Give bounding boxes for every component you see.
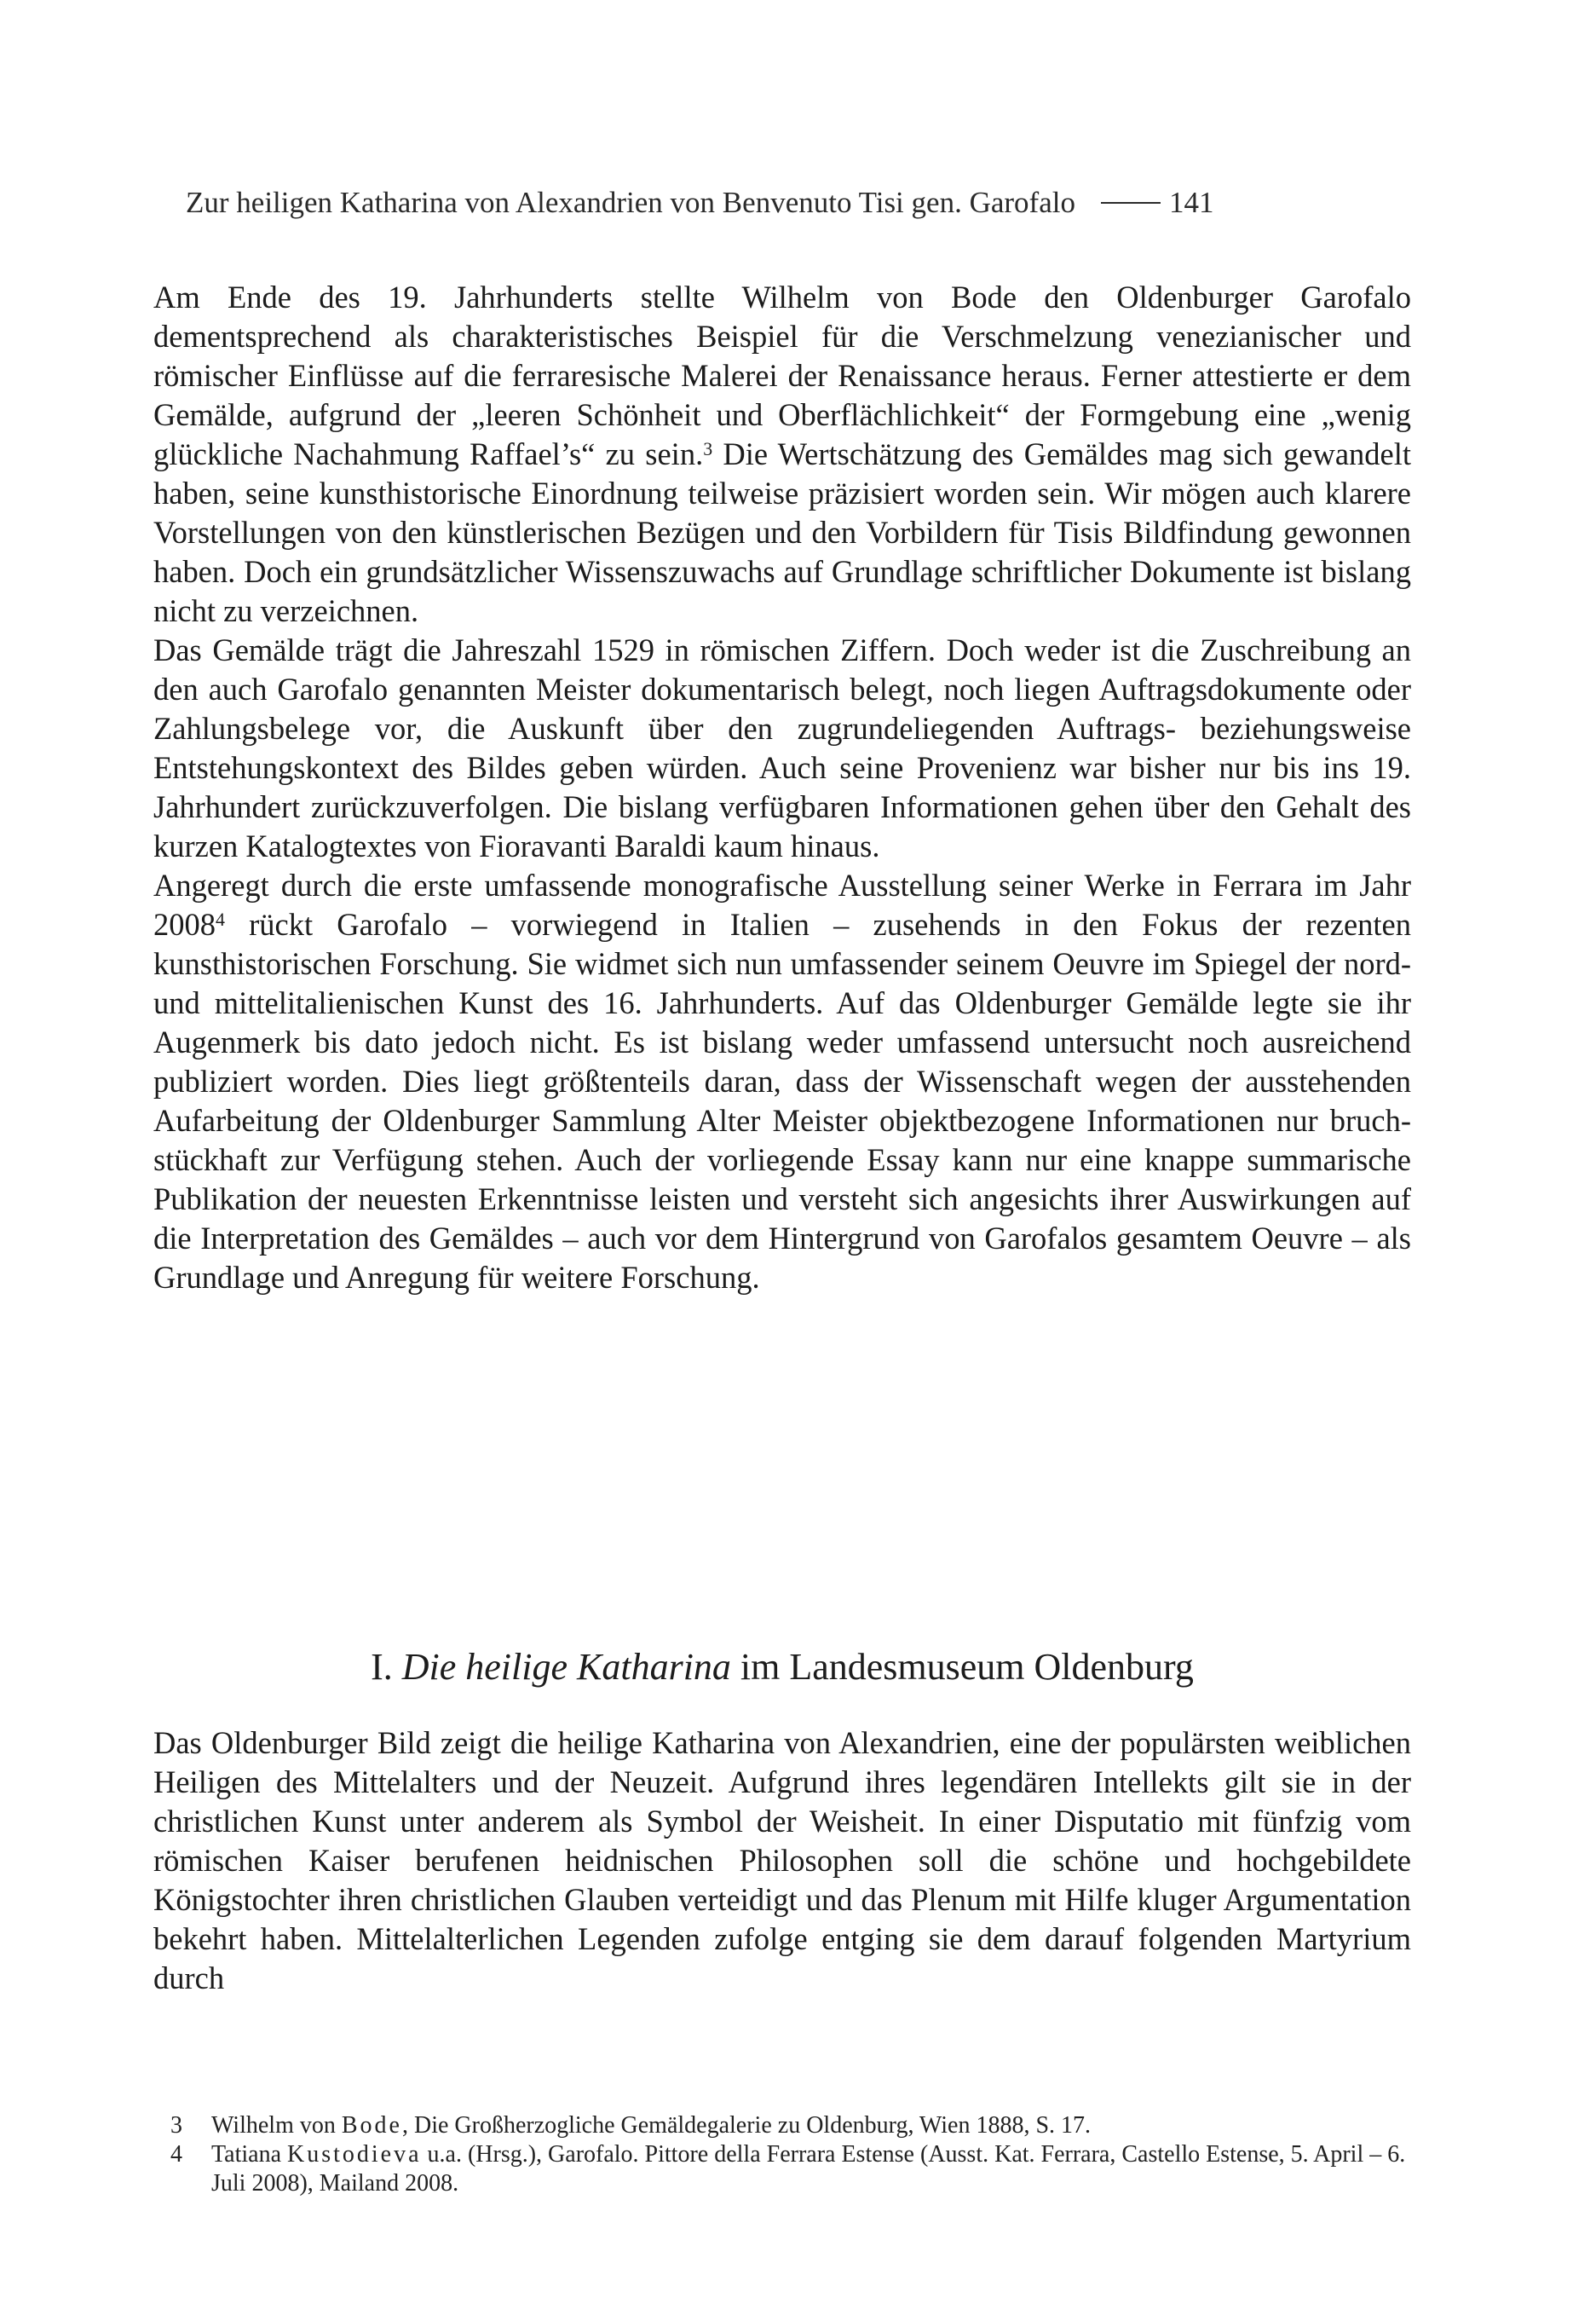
body-text-intro [153,278,1411,1297]
paragraph-text: Angeregt durch die erste umfassende monografische Ausstellung seiner Werke in Ferrara im Jahr 2008 [153,868,1411,942]
footnote-text: Wilhelm von Bode, Die Großherzogliche Gemäldegalerie zu Oldenburg, Wien 1888, S. 17. [211,2112,1092,2139]
paragraph-text: Die Wertschätzung des Gemäldes mag sich gewandelt haben, seine kunsthistorische Einordnung teilweise präzisiert worden sein. Wir mögen auch klarere Vorstellungen von den künstlerischen Bezügen und den Vorbildern für Tisis Bildfindung gewonnen haben. Doch ein grundsätzlicher Wissenszuwachs auf Grundlage schriftlicher Dokumente ist bislang nicht zu verzeichnen. [153,436,1411,628]
section-number: I. [371,1646,393,1688]
footnote-ref: 4 [216,909,225,931]
footnotes [170,2111,1411,2198]
footnote [170,2111,1411,2140]
page-number: 141 [1168,186,1214,219]
author-name: Bode [341,2112,402,2139]
footnote-ref: 3 [703,438,713,460]
section-title-italic: Die heilige Katharina [401,1646,731,1688]
footnote-text: Tatiana Kustodieva u.a. (Hrsg.), Garofalo. Pittore della Ferrara Estense (Ausst. Kat. Ferrara, Castello Estense, 5. April – 6. Juli 2008), Mailand 2008. [211,2141,1406,2197]
running-head-rule [1101,202,1161,204]
running-head [186,186,1409,234]
running-head-title: Zur heiligen Katharina von Alexandrien von Benvenuto Tisi gen. Garofalo [186,186,1075,219]
section-heading [153,1642,1411,1693]
section-title-rest: im Landesmuseum Oldenburg [740,1646,1194,1688]
author-name: Kustodieva [287,2141,422,2168]
paragraph-text: rückt Garofalo – vorwiegend in Italien – zusehends in den Fokus der rezenten kunsthistorischen Forschung. Sie widmet sich nun umfassender seinem Oeuvre im Spiegel der nord- und mittelitalienischen Kunst des 16. Jahrhunderts. Auf das Oldenburger Gemälde legte sie ihr Augenmerk bis dato jedoch nicht. Es ist bislang weder umfassend untersucht noch ausreichend publiziert worden. Dies liegt größtenteils daran, dass der Wissenschaft wegen der ausstehenden Aufarbeitung der Oldenburger Sammlung Alter Meister objektbezogene Informationen nur bruchstückhaft zur Verfügung stehen. Auch der vorliegende Essay kann nur eine knappe summarische Publikation der neuesten Erkenntnisse leisten und versteht sich angesichts ihrer Auswirkungen auf die Interpretation des Gemäldes – auch vor dem Hintergrund von Garofalos gesamtem Oeuvre – als Grundlage und Anregung für weitere Forschung. [153,907,1411,1295]
body-text-section [153,1723,1411,1998]
paragraph: Das Oldenburger Bild zeigt die heilige Katharina von Alexandrien, eine der populärsten weiblichen Heiligen des Mittelalters und der Neuzeit. Aufgrund ihres legendären Intellekts gilt sie in der christlichen Kunst unter anderem als Symbol der Weisheit. In einer Disputatio mit fünfzig vom römischen Kaiser berufenen heidnischen Philosophen soll die schöne und hochgebildete Königstochter ihren christlichen Glauben verteidigt und das Plenum mit Hilfe kluger Argumentation bekehrt haben. Mittelalterlichen Legenden zufolge entging sie dem darauf folgenden Martyrium durch [153,1725,1411,1995]
paragraph-text: Am Ende des 19. Jahrhunderts stellte Wilhelm von Bode den Oldenburger Garofalo dementsprechend als charakteristisches Beispiel für die Verschmelzung venezianischer und römischer Einflüsse auf die ferraresische Malerei der Renaissance heraus. Ferner attestierte er dem Gemälde, aufgrund der „leeren Schönheit und Oberflächlichkeit“ der Formgebung eine „wenig glückliche Nachahmung Raffael’s“ zu sein. [153,280,1411,471]
paragraph: Das Gemälde trägt die Jahreszahl 1529 in römischen Ziffern. Doch weder ist die Zuschreibung an den auch Garofalo genannten Meister dokumentarisch belegt, noch liegen Auftragsdokumente oder Zahlungsbelege vor, die Auskunft über den zugrundeliegenden Auftrags- beziehungsweise Entstehungskontext des Bildes geben würden. Auch seine Provenienz war bisher nur bis ins 19. Jahrhundert zurückzuverfolgen. Die bislang verfügbaren Informationen gehen über den Gehalt des kurzen Katalogtextes von Fioravanti Baraldi kaum hinaus. [153,632,1411,863]
footnote-number: 3 [170,2112,182,2139]
paragraph [153,278,1411,631]
paragraph [153,866,1411,1297]
footnote [170,2140,1411,2198]
footnote-number: 4 [170,2141,182,2168]
